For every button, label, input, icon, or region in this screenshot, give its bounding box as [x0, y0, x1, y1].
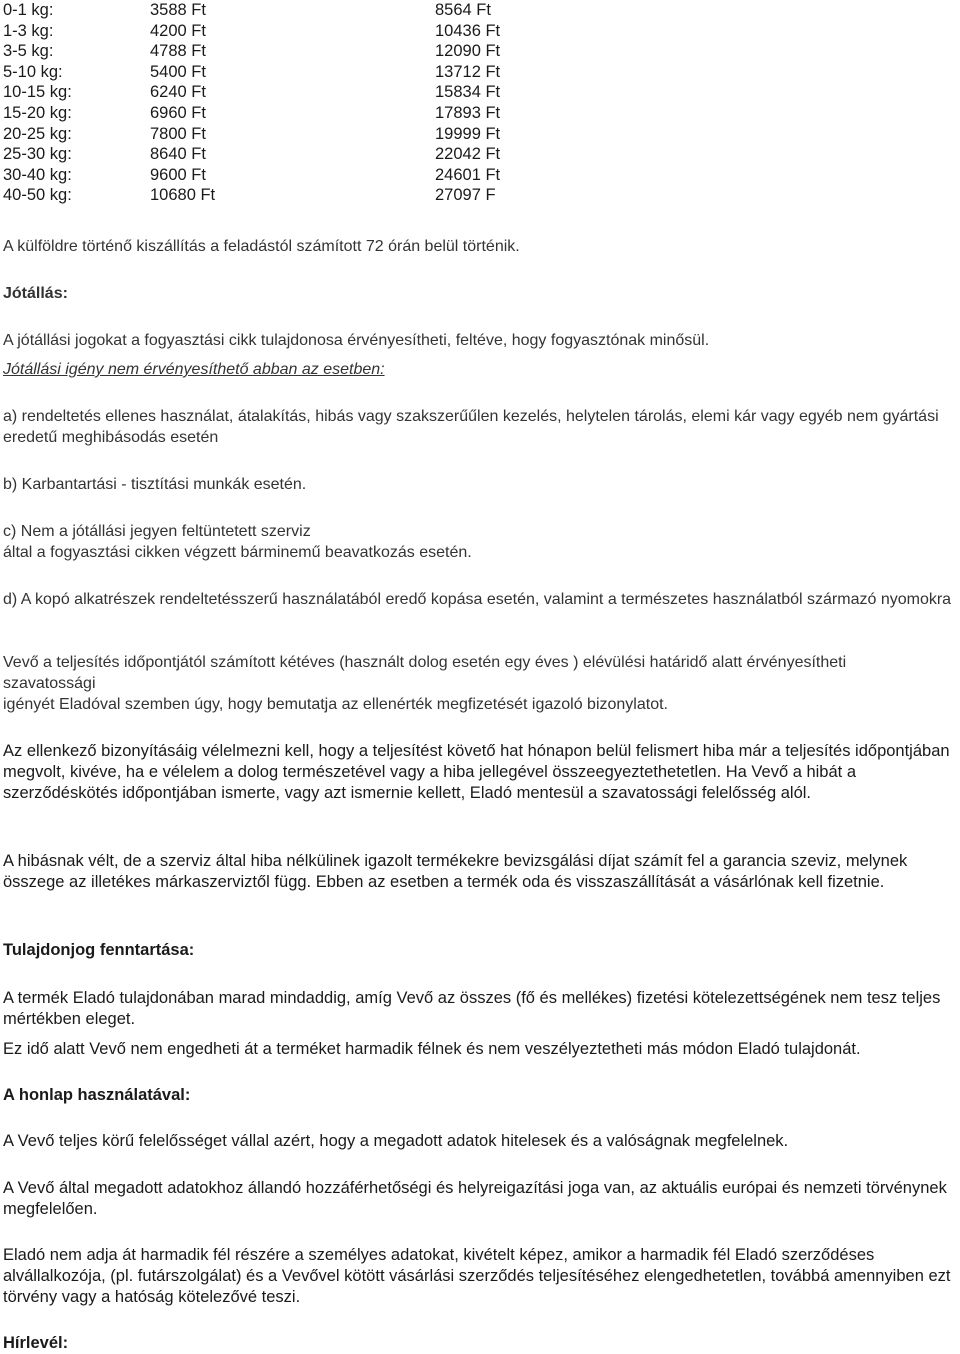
rate-weight-range: 3-5 kg: — [3, 42, 54, 61]
rate-domestic-price: 10680 Ft — [150, 186, 216, 205]
warranty-exclusions-heading: Jótállási igény nem érvényesíthető abban az esetben: — [3, 361, 385, 378]
rate-domestic-price: 6240 Ft — [150, 83, 206, 102]
rate-weight-range: 0-1 kg: — [3, 1, 54, 19]
warranty-deadline: Vevő a teljesítés időpontjától számított kétéves (használt dolog esetén egy éves ) elévülési határidő alatt érvényesítheti szavatossági — [3, 654, 847, 692]
warranty-deadline-2: igényét Eladóval szemben úgy, hogy bemutatja az ellenérték megfizetését igazoló bizonylatot. — [3, 696, 668, 713]
rate-domestic-price: 7800 Ft — [150, 124, 206, 143]
rate-weight-range: 30-40 kg: — [3, 165, 72, 184]
shipping-note: A külföldre történő kiszállítás a feladástól számított 72 órán belül történik. — [3, 238, 520, 255]
warranty-exclusion-d: d) A kopó alkatrészek rendeltetésszerű használatából eredő kopása esetén, valamint a természetes használatból származó nyomokra — [3, 591, 952, 608]
website-use-paragraph-1: A Vevő teljes körű felelősséget vállal azért, hogy a megadott adatok hitelesek és a valóságnak megfelelnek. — [3, 1132, 789, 1150]
website-use-paragraph-2: A Vevő által megadott adatokhoz állandó hozzáférhetőségi és helyreigazítási joga van, az aktuális európai és nemzeti törvénynek megfelelően. — [3, 1179, 947, 1218]
ownership-heading: Tulajdonjog fenntartása: — [3, 941, 195, 959]
newsletter-heading: Hírlevél: — [3, 1334, 69, 1352]
rate-weight-range: 5-10 kg: — [3, 62, 63, 81]
rate-domestic-price: 3588 Ft — [150, 1, 206, 19]
website-use-heading: A honlap használatával: — [3, 1086, 191, 1104]
rate-foreign-price: 15834 Ft — [435, 83, 501, 102]
ownership-paragraph-2: Ez idő alatt Vevő nem engedheti át a terméket harmadik félnek és nem veszélyeztetheti más módon Eladó tulajdonát. — [3, 1040, 861, 1058]
rate-domestic-price: 4788 Ft — [150, 42, 206, 61]
rate-weight-range: 40-50 kg: — [3, 186, 72, 205]
rate-weight-range: 20-25 kg: — [3, 124, 72, 143]
rate-weight-range: 25-30 kg: — [3, 145, 72, 164]
inspection-fee-note: A hibásnak vélt, de a szerviz által hiba nélkülinek igazolt termékekre bevizsgálási díjat számít fel a garancia szeviz, melynek összege az illetékes márkaszerviztől függ. Ebben az esetben a termék oda és visszaszállítását a vásárlónak kell fizetnie. — [3, 852, 908, 891]
ownership-paragraph-1: A termék Eladó tulajdonában marad mindaddig, amíg Vevő az összes (fő és mellékes) fizetési kötelezettségének nem tesz teljes mértékben eleget. — [3, 989, 941, 1028]
rate-foreign-price: 17893 Ft — [435, 103, 501, 122]
rate-domestic-price: 4200 Ft — [150, 21, 206, 40]
rate-foreign-price: 13712 Ft — [435, 62, 501, 81]
rate-foreign-price: 24601 Ft — [435, 165, 501, 184]
rate-foreign-price: 22042 Ft — [435, 145, 501, 164]
rate-foreign-price: 8564 Ft — [435, 1, 491, 19]
warranty-heading: Jótállás: — [3, 285, 68, 302]
rate-foreign-price: 10436 Ft — [435, 21, 501, 40]
warranty-intro: A jótállási jogokat a fogyasztási cikk tulajdonosa érvényesítheti, feltéve, hogy fogyasztónak minősül. — [3, 332, 710, 349]
rate-foreign-price: 19999 Ft — [435, 124, 501, 143]
rate-domestic-price: 6960 Ft — [150, 103, 206, 122]
warranty-exclusion-c-line1: c) Nem a jótállási jegyen feltüntetett szerviz — [3, 523, 311, 540]
rate-foreign-price: 12090 Ft — [435, 42, 501, 61]
rate-weight-range: 15-20 kg: — [3, 103, 72, 122]
warranty-exclusion-b: b) Karbantartási - tisztítási munkák esetén. — [3, 476, 307, 493]
warranty-exclusion-c-line2: által a fogyasztási cikken végzett bárminemű beavatkozás esetén. — [3, 544, 472, 561]
rate-weight-range: 10-15 kg: — [3, 83, 72, 102]
rate-weight-range: 1-3 kg: — [3, 21, 54, 40]
website-use-paragraph-3: Eladó nem adja át harmadik fél részére a személyes adatokat, kivételt képez, amikor a harmadik fél Eladó szerződéses alvállalkozója, (pl. futárszolgálat) és a Vevővel kötött vásárlási szerződés teljesítéséhez elengedhetetlen, továbbá amennyiben ezt törvény vagy a hatóság kötelezővé teszi. — [3, 1246, 951, 1306]
rate-domestic-price: 8640 Ft — [150, 145, 206, 164]
warranty-presumption: Az ellenkező bizonyításáig vélelmezni kell, hogy a teljesítést követő hat hónapon belül felismert hiba már a teljesítés időpontjában megvolt, kivéve, ha e vélelem a dolog természetével vagy a hiba jellegével összeegyeztethetetlen. Ha Vevő a hibát a szerződéskötés időpontjában ismerte, vagy azt ismernie kellett, Eladó mentesül a szavatossági felelősség alól. — [3, 742, 950, 802]
warranty-exclusion-a: a) rendeltetés ellenes használat, átalakítás, hibás vagy szakszerűűlen kezelés, helytelen tárolás, elemi kár vagy egyéb nem gyártási eredetű meghibásodás esetén — [3, 408, 939, 446]
rate-foreign-price: 27097 F — [435, 186, 496, 205]
rate-domestic-price: 9600 Ft — [150, 165, 206, 184]
rate-domestic-price: 5400 Ft — [150, 62, 206, 81]
